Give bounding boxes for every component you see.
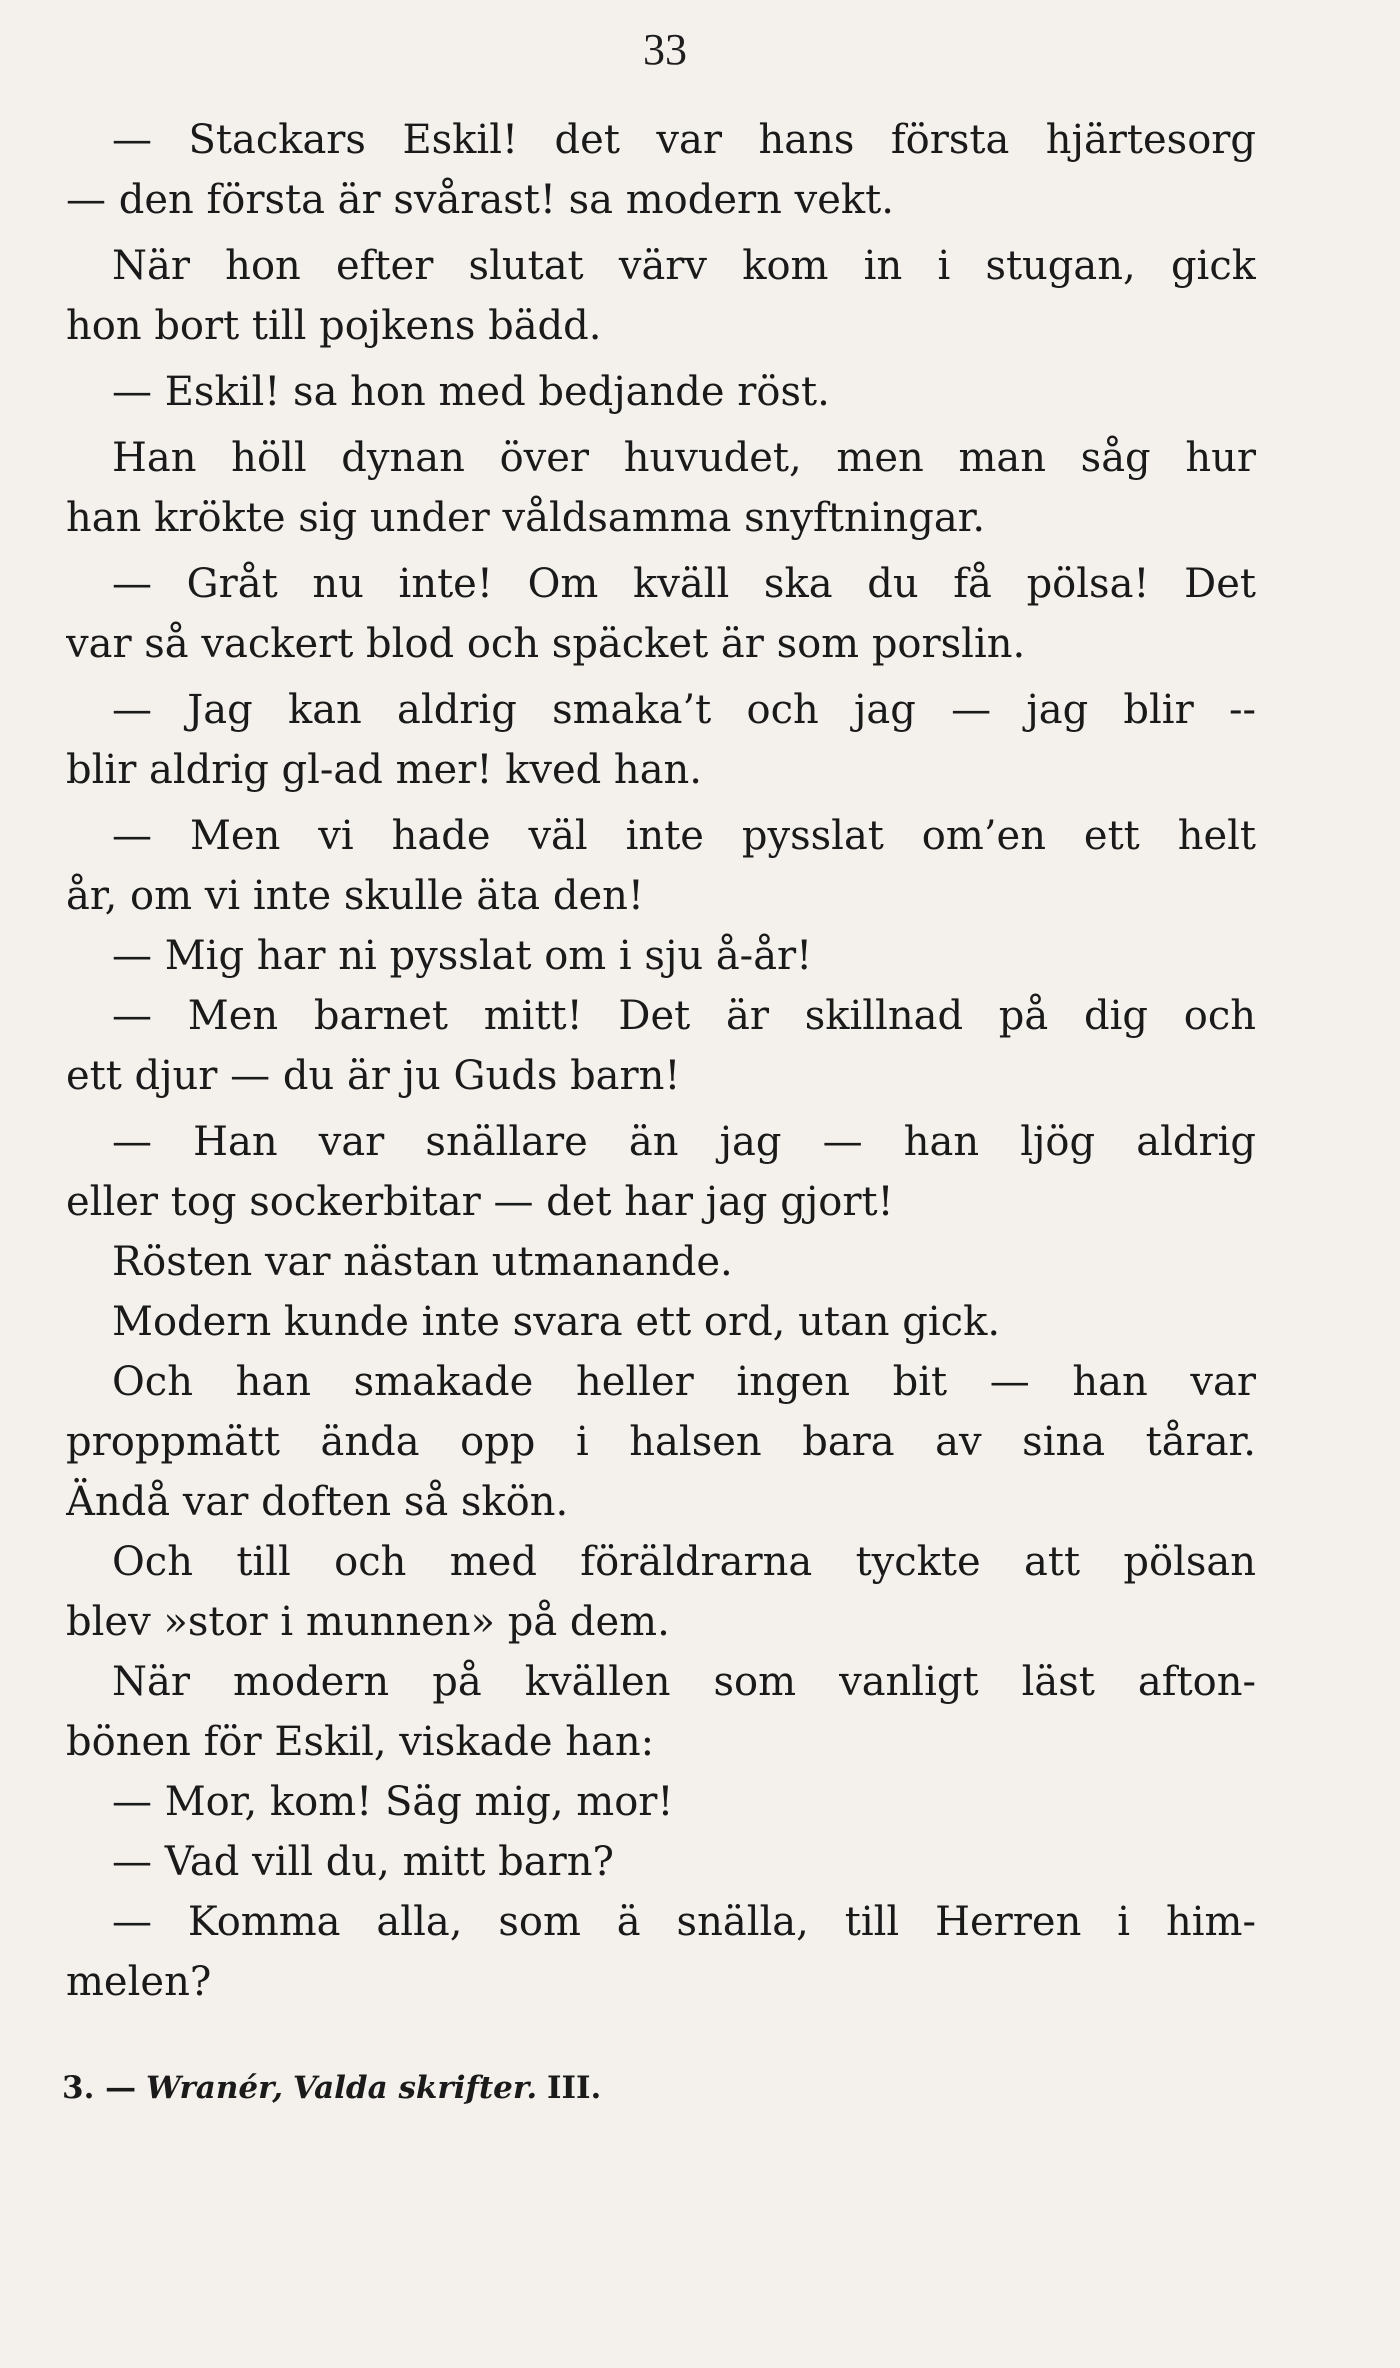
text-line: — Han var snällare än jag — han ljög aldrig xyxy=(112,1119,1256,1165)
text-line: eller tog sockerbitar — det har jag gjort! xyxy=(66,1179,894,1225)
body-text xyxy=(66,110,1256,2012)
text-line: melen? xyxy=(66,1959,212,2005)
text-line: När hon efter slutat värv kom in i stugan, gick xyxy=(112,243,1256,289)
text-line: blir aldrig gl-ad mer! kved han. xyxy=(66,747,703,793)
signature-line xyxy=(62,2070,601,2106)
text-line: — Jag kan aldrig smaka’t och jag — jag blir -- xyxy=(112,687,1256,733)
text-line: ett djur — du är ju Guds barn! xyxy=(66,1053,681,1099)
text-line: han krökte sig under våldsamma snyftningar. xyxy=(66,495,986,541)
text-line: proppmätt ända opp i halsen bara av sina tårar. xyxy=(66,1419,1256,1465)
text-line: Rösten var nästan utmanande. xyxy=(112,1239,733,1285)
text-line: bönen för Eskil, viskade han: xyxy=(66,1719,655,1765)
volume-number: III. xyxy=(547,2070,602,2106)
text-line: Modern kunde inte svara ett ord, utan gick. xyxy=(112,1299,1001,1345)
text-line: — Mig har ni pysslat om i sju å-år! xyxy=(112,933,813,979)
page-number: 33 xyxy=(643,25,687,74)
text-line: var så vackert blod och späcket är som porslin. xyxy=(66,621,1026,667)
text-line: — Eskil! sa hon med bedjande röst. xyxy=(112,369,830,415)
text-line: Han höll dynan över huvudet, men man såg hur xyxy=(112,435,1256,481)
text-line: hon bort till pojkens bädd. xyxy=(66,303,602,349)
text-line: — Vad vill du, mitt barn? xyxy=(112,1839,614,1885)
text-line: — Men barnet mitt! Det är skillnad på dig och xyxy=(112,993,1256,1039)
text-line: — Stackars Eskil! det var hans första hjärtesorg xyxy=(112,117,1256,163)
text-line: — den första är svårast! sa modern vekt. xyxy=(66,177,894,223)
text-line: När modern på kvällen som vanligt läst afton- xyxy=(112,1659,1256,1705)
text-line: Och till och med föräldrarna tyckte att pölsan xyxy=(112,1539,1256,1585)
text-line: Och han smakade heller ingen bit — han var xyxy=(112,1359,1256,1405)
text-line: — Mor, kom! Säg mig, mor! xyxy=(112,1779,674,1825)
text-line: — Men vi hade väl inte pysslat om’en ett helt xyxy=(112,813,1256,859)
text-line: Ändå var doften så skön. xyxy=(66,1479,569,1525)
author-name: Wranér, xyxy=(146,2070,283,2106)
text-line: år, om vi inte skulle äta den! xyxy=(66,873,644,919)
text-line: — Gråt nu inte! Om kväll ska du få pölsa! Det xyxy=(112,561,1256,607)
work-title: Valda skrifter. xyxy=(292,2070,538,2106)
text-line: blev »stor i munnen» på dem. xyxy=(66,1599,670,1645)
signature-mark: 3. — xyxy=(62,2070,137,2106)
text-line: — Komma alla, som ä snälla, till Herren i him- xyxy=(112,1899,1256,1945)
